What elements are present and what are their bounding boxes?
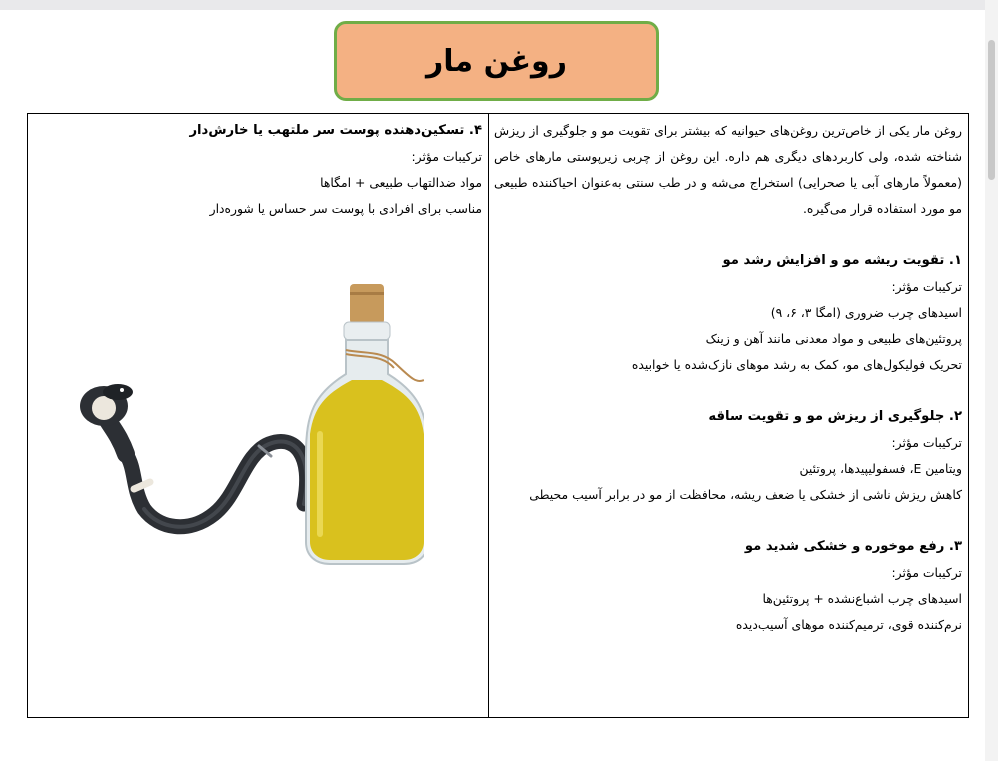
section-4-line: مواد ضدالتهاب طبیعی + امگاها xyxy=(320,175,482,190)
section-2-heading: ۲. جلوگیری از ریزش مو و تقویت ساقه xyxy=(708,409,962,424)
section-3-heading: ۳. رفع موخوره و خشکی شدید مو xyxy=(744,539,962,554)
section-1-line: پروتئین‌های طبیعی و مواد معدنی مانند آهن و زینک xyxy=(705,331,962,346)
section-4-label: ترکیبات مؤثر: xyxy=(411,149,482,164)
page-title: روغن مار xyxy=(426,43,567,79)
left-column xyxy=(34,118,482,222)
intro-paragraph: روغن مار یکی از خاص‌ترین روغن‌های حیوانیه که بیشتر برای تقویت مو و جلوگیری از ریزش شناخته شده، ولی کاربردهای دیگری هم داره. این روغن از چربی زیرپوستی مارهای خاص (معمولاً مارهای آبی یا صحرایی) استخراج می‌شه و در طب سنتی به‌عنوان احیاکننده طبیعی مو مورد استفاده قرار می‌گیره. xyxy=(494,123,962,216)
section-1-line: اسیدهای چرب ضروری (امگا ۳، ۶، ۹) xyxy=(770,305,962,320)
illustration xyxy=(64,284,424,584)
title-banner xyxy=(334,21,659,101)
section-3-line: نرم‌کننده قوی، ترمیم‌کننده موهای آسیب‌دیده xyxy=(735,617,962,632)
oil-bottle-image xyxy=(306,284,424,564)
section-3-label: ترکیبات مؤثر: xyxy=(891,565,962,580)
section-3-line: اسیدهای چرب اشباع‌نشده + پروتئین‌ها xyxy=(762,591,962,606)
section-1-line: تحریک فولیکول‌های مو، کمک به رشد موهای نازک‌شده یا خوابیده xyxy=(631,357,962,372)
section-2-line: کاهش ریزش ناشی از خشکی یا ضعف ریشه، محافظت از مو در برابر آسیب محیطی xyxy=(529,487,962,502)
right-column xyxy=(494,118,962,638)
content-table xyxy=(27,113,969,718)
cobra-snake-image xyxy=(80,384,307,527)
column-divider xyxy=(488,114,489,717)
section-2-line: ویتامین E، فسفولیپیدها، پروتئین xyxy=(799,461,962,476)
section-4-heading: ۴. تسکین‌دهنده پوست سر ملتهب یا خارش‌دار xyxy=(189,123,482,138)
section-1-heading: ۱. تقویت ریشه مو و افزایش رشد مو xyxy=(722,253,962,268)
scrollbar-thumb[interactable] xyxy=(988,40,995,180)
section-4-line: مناسب برای افرادی با پوست سر حساس یا شوره‌دار xyxy=(209,201,482,216)
section-2-label: ترکیبات مؤثر: xyxy=(891,435,962,450)
section-1-label: ترکیبات مؤثر: xyxy=(891,279,962,294)
vertical-scrollbar[interactable] xyxy=(985,0,998,761)
